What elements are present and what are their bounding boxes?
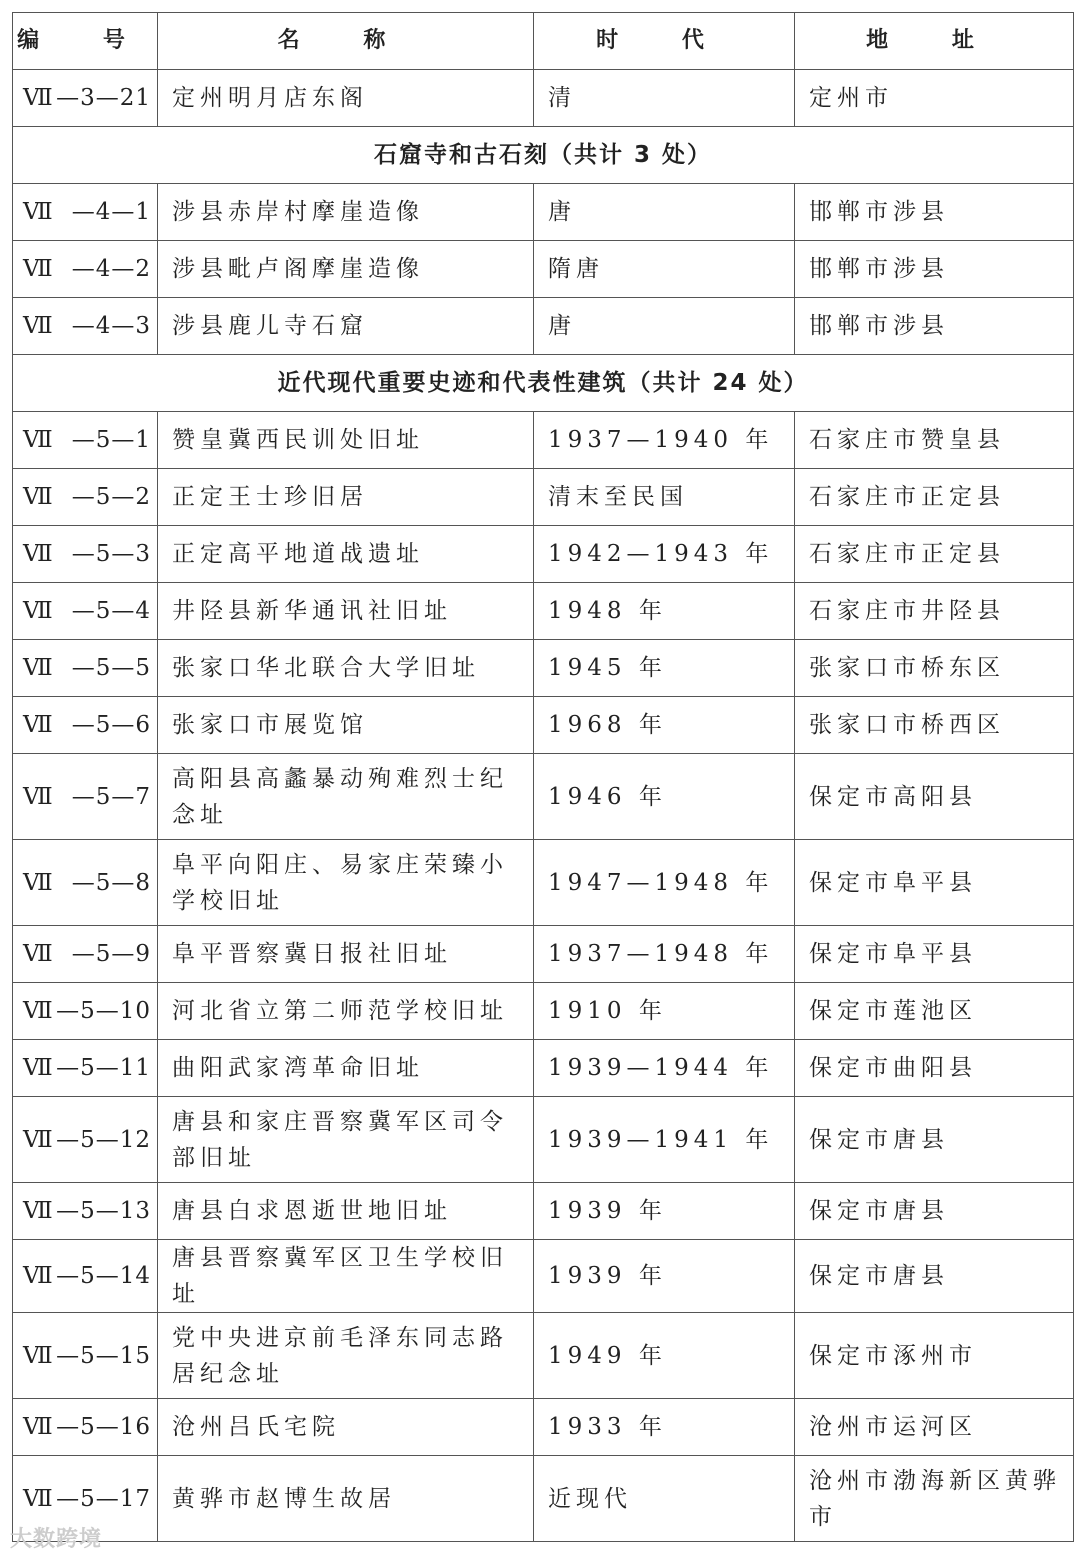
table-row (13, 412, 1074, 469)
cell-code: Ⅶ—4—3 (13, 298, 158, 355)
header-name: 名 称 (158, 13, 534, 70)
cell-name: 唐县晋察冀军区卫生学校旧址 (158, 1240, 534, 1313)
cell-address: 保定市曲阳县 (795, 1040, 1074, 1097)
cell-code: Ⅶ—5—7 (13, 754, 158, 840)
cell-era: 1946 年 (534, 754, 795, 840)
cell-era: 1949 年 (534, 1313, 795, 1399)
cell-name: 涉县鹿儿寺石窟 (158, 298, 534, 355)
cell-era: 1968 年 (534, 697, 795, 754)
cell-code: Ⅶ—5—10 (13, 983, 158, 1040)
cell-address: 保定市涿州市 (795, 1313, 1074, 1399)
cell-address: 张家口市桥东区 (795, 640, 1074, 697)
cell-code: Ⅶ—5—12 (13, 1097, 158, 1183)
cell-address: 保定市阜平县 (795, 840, 1074, 926)
cell-era: 1948 年 (534, 583, 795, 640)
cell-name: 正定王士珍旧居 (158, 469, 534, 526)
table-row (13, 926, 1074, 983)
header-era: 时 代 (534, 13, 795, 70)
cell-era: 1942—1943 年 (534, 526, 795, 583)
cell-code: Ⅶ—5—13 (13, 1183, 158, 1240)
cell-code: Ⅶ—5—11 (13, 1040, 158, 1097)
cell-code: Ⅶ—5—9 (13, 926, 158, 983)
cell-name: 高阳县高蠡暴动殉难烈士纪念址 (158, 754, 534, 840)
cell-code: Ⅶ—4—1 (13, 184, 158, 241)
cell-code: Ⅶ—4—2 (13, 241, 158, 298)
table-row (13, 298, 1074, 355)
cell-address: 邯郸市涉县 (795, 184, 1074, 241)
watermark-logo: 大数跨境 (10, 1527, 103, 1552)
table-row (13, 840, 1074, 926)
cell-address: 石家庄市正定县 (795, 469, 1074, 526)
cell-address: 定州市 (795, 70, 1074, 127)
cell-code: Ⅶ—3—21 (13, 70, 158, 127)
table-row (13, 1313, 1074, 1399)
cell-era: 1939—1944 年 (534, 1040, 795, 1097)
cell-era: 1939 年 (534, 1240, 795, 1313)
cell-name: 张家口华北联合大学旧址 (158, 640, 534, 697)
section-title: 近代现代重要史迹和代表性建筑（共计 24 处） (13, 355, 1074, 412)
cell-era: 1939—1941 年 (534, 1097, 795, 1183)
cell-address: 沧州市运河区 (795, 1399, 1074, 1456)
cell-era: 清 (534, 70, 795, 127)
section-title: 石窟寺和古石刻（共计 3 处） (13, 127, 1074, 184)
cell-code: Ⅶ—5—17 (13, 1456, 158, 1542)
cell-address: 石家庄市赞皇县 (795, 412, 1074, 469)
cell-name: 黄骅市赵博生故居 (158, 1456, 534, 1542)
cell-address: 邯郸市涉县 (795, 298, 1074, 355)
cell-name: 正定高平地道战遗址 (158, 526, 534, 583)
cell-address: 张家口市桥西区 (795, 697, 1074, 754)
table-row (13, 1097, 1074, 1183)
cell-name: 涉县赤岸村摩崖造像 (158, 184, 534, 241)
cell-code: Ⅶ—5—8 (13, 840, 158, 926)
cell-address: 保定市唐县 (795, 1097, 1074, 1183)
table-header (13, 13, 1074, 70)
table-row (13, 241, 1074, 298)
cell-era: 清末至民国 (534, 469, 795, 526)
cell-code: Ⅶ—5—15 (13, 1313, 158, 1399)
cell-address: 保定市高阳县 (795, 754, 1074, 840)
cell-code: Ⅶ—5—2 (13, 469, 158, 526)
cell-address: 保定市莲池区 (795, 983, 1074, 1040)
table-row (13, 526, 1074, 583)
cell-code: Ⅶ—5—1 (13, 412, 158, 469)
cell-address: 保定市唐县 (795, 1240, 1074, 1313)
table-row (13, 1240, 1074, 1313)
cell-era: 近现代 (534, 1456, 795, 1542)
cell-address: 石家庄市井陉县 (795, 583, 1074, 640)
cell-name: 涉县毗卢阁摩崖造像 (158, 241, 534, 298)
cell-era: 1937—1940 年 (534, 412, 795, 469)
cell-name: 定州明月店东阁 (158, 70, 534, 127)
cell-name: 唐县和家庄晋察冀军区司令部旧址 (158, 1097, 534, 1183)
table-row (13, 1183, 1074, 1240)
table-row (13, 640, 1074, 697)
cell-name: 赞皇冀西民训处旧址 (158, 412, 534, 469)
cell-name: 唐县白求恩逝世地旧址 (158, 1183, 534, 1240)
section-row (13, 355, 1074, 412)
cell-code: Ⅶ—5—4 (13, 583, 158, 640)
header-code: 编 号 (13, 13, 158, 70)
cell-name: 阜平向阳庄、易家庄荣臻小学校旧址 (158, 840, 534, 926)
cell-era: 1937—1948 年 (534, 926, 795, 983)
table-row (13, 697, 1074, 754)
table-row (13, 70, 1074, 127)
cell-address: 保定市唐县 (795, 1183, 1074, 1240)
cell-name: 井陉县新华通讯社旧址 (158, 583, 534, 640)
cell-era: 1939 年 (534, 1183, 795, 1240)
heritage-table (12, 12, 1074, 1542)
cell-address: 石家庄市正定县 (795, 526, 1074, 583)
table-row (13, 1399, 1074, 1456)
table-row (13, 754, 1074, 840)
table-body (13, 70, 1074, 1542)
cell-code: Ⅶ—5—3 (13, 526, 158, 583)
table-row (13, 184, 1074, 241)
table-row (13, 1040, 1074, 1097)
cell-name: 党中央进京前毛泽东同志路居纪念址 (158, 1313, 534, 1399)
cell-address: 保定市阜平县 (795, 926, 1074, 983)
cell-era: 唐 (534, 298, 795, 355)
cell-name: 河北省立第二师范学校旧址 (158, 983, 534, 1040)
cell-code: Ⅶ—5—14 (13, 1240, 158, 1313)
cell-era: 1945 年 (534, 640, 795, 697)
header-address: 地 址 (795, 13, 1074, 70)
cell-era: 唐 (534, 184, 795, 241)
table-row (13, 583, 1074, 640)
cell-code: Ⅶ—5—16 (13, 1399, 158, 1456)
table-row (13, 1456, 1074, 1542)
cell-era: 1947—1948 年 (534, 840, 795, 926)
cell-address: 沧州市渤海新区黄骅市 (795, 1456, 1074, 1542)
cell-code: Ⅶ—5—5 (13, 640, 158, 697)
cell-name: 沧州吕氏宅院 (158, 1399, 534, 1456)
cell-name: 张家口市展览馆 (158, 697, 534, 754)
cell-code: Ⅶ—5—6 (13, 697, 158, 754)
cell-era: 1910 年 (534, 983, 795, 1040)
cell-name: 阜平晋察冀日报社旧址 (158, 926, 534, 983)
cell-era: 1933 年 (534, 1399, 795, 1456)
cell-address: 邯郸市涉县 (795, 241, 1074, 298)
table-row (13, 983, 1074, 1040)
cell-era: 隋唐 (534, 241, 795, 298)
cell-name: 曲阳武家湾革命旧址 (158, 1040, 534, 1097)
section-row (13, 127, 1074, 184)
table-row (13, 469, 1074, 526)
